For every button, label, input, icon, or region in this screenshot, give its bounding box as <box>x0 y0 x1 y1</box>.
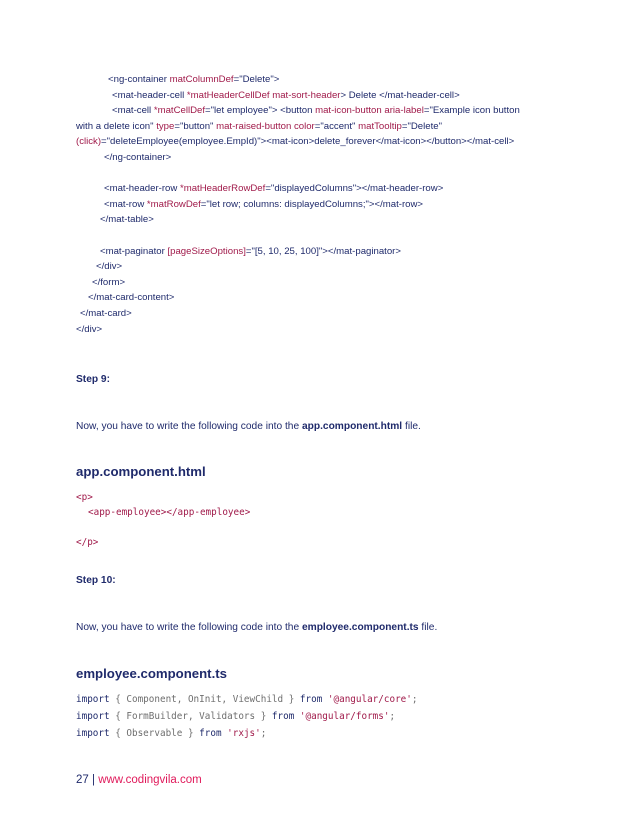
code-line <box>76 136 514 148</box>
code-token: ="let row; columns: displayedColumns;"></mat-row> <box>200 198 424 210</box>
code-token: from <box>199 728 222 739</box>
section-heading-app-component-html: app.component.html <box>76 464 206 479</box>
instruction-text: Now, you have to write the following code into the <box>76 622 302 633</box>
code-token: import <box>76 728 110 739</box>
code-token: import <box>76 711 110 722</box>
code-token: type <box>156 120 175 132</box>
code-token: from <box>299 694 323 705</box>
code-line <box>76 728 266 740</box>
instruction-text: file. <box>402 421 421 432</box>
code-token: ="displayedColumns"></mat-header-row> <box>265 183 444 195</box>
code-line <box>76 492 93 504</box>
code-token: ="accent" <box>314 120 359 132</box>
code-token: from <box>271 711 295 722</box>
section-heading-employee-component-ts: employee.component.ts <box>76 666 227 681</box>
code-line <box>108 74 279 86</box>
code-token: matTooltip <box>358 120 402 132</box>
code-line <box>104 199 423 211</box>
code-line <box>112 90 460 102</box>
code-token: '@angular/core' <box>327 694 412 705</box>
code-token: { Observable } <box>109 728 200 739</box>
code-line <box>88 292 174 304</box>
code-line <box>92 277 125 289</box>
code-line <box>100 214 154 226</box>
code-token: <p> <box>76 492 93 503</box>
code-token: </form> <box>92 276 126 288</box>
step-9-label: Step 9: <box>76 374 110 385</box>
file-name: employee.component.ts <box>301 622 419 633</box>
code-token: *matCellDef <box>153 105 206 117</box>
code-line <box>76 121 442 133</box>
step-10-label: Step 10: <box>76 575 116 586</box>
code-line <box>112 105 520 117</box>
code-token: <mat-header-cell <box>112 89 187 101</box>
step-10-instruction <box>76 622 437 633</box>
code-token: ; <box>411 694 418 705</box>
code-token: ="Delete" <box>401 120 443 132</box>
code-token: </p> <box>76 537 99 548</box>
code-token: 'rxjs' <box>227 728 261 739</box>
code-token: *matHeaderCellDef mat-sort-header <box>186 89 341 101</box>
instruction-text: Now, you have to write the following code into the <box>76 421 302 432</box>
code-token: import <box>76 694 110 705</box>
code-token: ="let employee"> <button <box>205 105 316 117</box>
code-line <box>80 308 132 320</box>
code-token: </div> <box>96 261 123 273</box>
code-line <box>76 324 102 336</box>
code-token: </mat-table> <box>100 214 154 226</box>
code-token: <mat-paginator <box>100 245 168 257</box>
code-token: <mat-row <box>104 198 147 210</box>
code-token: ="Delete"> <box>233 74 280 85</box>
file-name: app.component.html <box>301 421 403 432</box>
code-token: <mat-cell <box>112 105 154 117</box>
code-token: </mat-card> <box>80 308 132 319</box>
code-token: *matRowDef <box>146 198 201 210</box>
code-token: mat-raised-button color <box>216 120 315 132</box>
code-line <box>76 711 395 723</box>
code-token: </mat-card-content> <box>88 292 175 304</box>
code-line <box>104 183 443 195</box>
instruction-text: file. <box>418 622 438 633</box>
website-link[interactable]: www.codingvila.com <box>98 774 202 786</box>
code-token: ="[5, 10, 25, 100]"></mat-paginator> <box>245 245 401 257</box>
footer-separator: | <box>88 774 99 786</box>
code-line <box>96 261 122 273</box>
code-token: { FormBuilder, Validators } <box>109 711 272 722</box>
code-token: '@angular/forms' <box>299 711 390 722</box>
code-token: > Delete </mat-header-cell> <box>340 89 460 101</box>
code-token: ="button" <box>174 120 217 132</box>
code-token: <app-employee></app-employee> <box>88 507 251 518</box>
code-line <box>100 246 401 258</box>
code-token: [pageSizeOptions] <box>167 245 246 257</box>
code-token: mat-icon-button aria-label <box>315 105 424 117</box>
step-9-instruction <box>76 421 421 432</box>
code-line <box>76 694 417 706</box>
code-token: with a delete icon" <box>76 120 157 132</box>
code-token: ; <box>260 728 267 739</box>
code-token: { Component, OnInit, ViewChild } <box>109 694 300 705</box>
page-footer <box>76 774 202 786</box>
code-line <box>76 537 98 549</box>
code-token: </ng-container> <box>104 152 172 163</box>
page-number: 27 <box>76 774 89 786</box>
code-token: ="Example icon button <box>423 105 520 117</box>
code-token: <mat-header-row <box>104 183 180 195</box>
code-token: ="deleteEmployee(employee.EmpId)"><mat-icon>delete_forever</mat-icon></button></mat-cell> <box>101 136 515 148</box>
code-token: (click) <box>76 136 102 148</box>
code-token: ; <box>389 711 396 722</box>
code-token: <ng-container <box>108 74 170 85</box>
code-line <box>104 152 171 164</box>
code-token: *matHeaderRowDef <box>179 183 266 195</box>
code-token: </div> <box>76 323 103 335</box>
code-token: matColumnDef <box>169 74 234 85</box>
code-line <box>88 507 250 519</box>
